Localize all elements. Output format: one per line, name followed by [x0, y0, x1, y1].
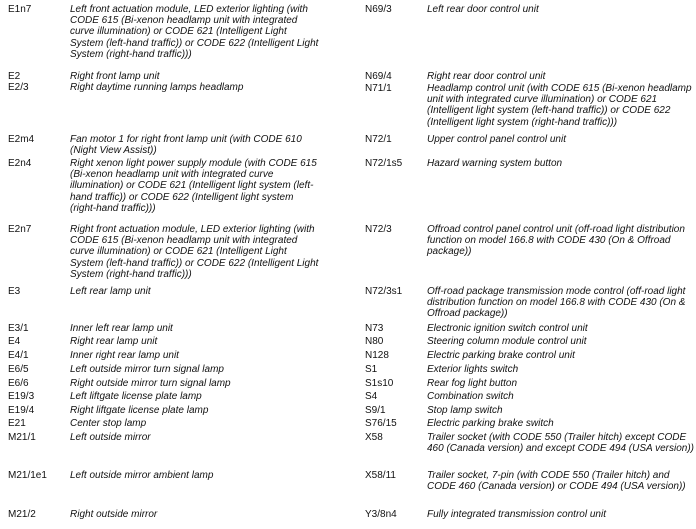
component-code: N72/1: [365, 134, 392, 145]
component-code: N69/4: [365, 71, 392, 82]
component-code: E19/3: [8, 391, 35, 402]
component-description: Left rear lamp unit: [70, 286, 151, 297]
component-description: Right daytime running lamps headlamp: [70, 82, 244, 93]
component-code: N71/1: [365, 83, 392, 94]
component-code: E2n4: [8, 158, 32, 169]
component-description: Right front lamp unit: [70, 71, 160, 82]
component-code: E1n7: [8, 4, 32, 15]
component-code: N72/1s5: [365, 158, 403, 169]
component-description: Offroad control panel control unit (off-road light distribution function on model 166.8 with CODE 430 (On & Offroad package)): [427, 224, 685, 258]
component-code: E6/6: [8, 378, 29, 389]
component-code: M21/1: [8, 432, 36, 443]
component-description: Trailer socket, 7-pin (with CODE 550 (Trailer hitch) and CODE 460 (Canada version) or CODE 494 (USA version)): [427, 470, 686, 493]
component-description: Left front actuation module, LED exterior lighting (with CODE 615 (Bi-xenon headlamp unit with integrated curve illumination) or CODE 621 (Intelligent Light System (left-hand traffic)) or CODE 622 (Intelligent Light System (right-hand traffic))): [70, 4, 319, 60]
component-code: E4: [8, 336, 21, 347]
component-code: E2/3: [8, 82, 29, 93]
component-description: Left outside mirror ambient lamp: [70, 470, 214, 481]
component-description: Center stop lamp: [70, 418, 147, 429]
component-description: Left outside mirror: [70, 432, 151, 443]
component-code: M21/1e1: [8, 470, 47, 481]
component-description: Fully integrated transmission control unit: [427, 509, 606, 520]
component-code: M21/2: [8, 509, 36, 520]
component-code: E2n7: [8, 224, 32, 235]
component-code: E2: [8, 71, 21, 82]
component-code: S76/15: [365, 418, 397, 429]
component-description: Right rear door control unit: [427, 71, 546, 82]
component-code: E3/1: [8, 323, 29, 334]
component-description: Combination switch: [427, 391, 514, 402]
component-description: Left rear door control unit: [427, 4, 539, 15]
component-description: Steering column module control unit: [427, 336, 587, 347]
component-description: Right front actuation module, LED exterior lighting (with CODE 615 (Bi-xenon headlamp unit with integrated curve illumination) or CODE 621 (Intelligent Light System (left-hand traffic)) or CODE 622 (Intelligent Light System (right-hand traffic))): [70, 224, 319, 280]
component-code: E2m4: [8, 134, 35, 145]
component-description: Right rear lamp unit: [70, 336, 158, 347]
component-code: E3: [8, 286, 21, 297]
component-description: Right xenon light power supply module (with CODE 615 (Bi-xenon headlamp unit with integrated curve illumination) or CODE 621 (Intelligent light system (left-hand traffic)) or CODE 622 (Intelligent light system (right-hand traffic))): [70, 158, 317, 214]
component-description: Headlamp control unit (with CODE 615 (Bi-xenon headlamp unit with integrated curve illumination) or CODE 621 (Intelligent light system (left-hand traffic)) or CODE 622 (Intelligent light system (right-hand traffic))): [427, 83, 692, 128]
component-code: X58/11: [365, 470, 396, 481]
component-description: Rear fog light button: [427, 378, 518, 389]
component-description: Hazard warning system button: [427, 158, 563, 169]
component-code: E19/4: [8, 405, 35, 416]
component-description: Right outside mirror turn signal lamp: [70, 378, 231, 389]
component-code: X58: [365, 432, 383, 443]
component-description: Inner right rear lamp unit: [70, 350, 179, 361]
component-code: S1s10: [365, 378, 394, 389]
component-description: Exterior lights switch: [427, 364, 519, 375]
component-description: Right liftgate license plate lamp: [70, 405, 209, 416]
component-description: Electronic ignition switch control unit: [427, 323, 588, 334]
component-code: S9/1: [365, 405, 386, 416]
component-description: Trailer socket (with CODE 550 (Trailer hitch) except CODE 460 (Canada version) and except CODE 494 (USA version)): [427, 432, 694, 455]
component-description: Left liftgate license plate lamp: [70, 391, 202, 402]
component-description: Electric parking brake switch: [427, 418, 554, 429]
component-description: Off-road package transmission mode control (off-road light distribution function on model 166.8 with CODE 430 (On & Offroad package)): [427, 286, 686, 320]
component-code: N80: [365, 336, 384, 347]
component-code: N128: [365, 350, 389, 361]
component-code: E21: [8, 418, 26, 429]
component-description: Left outside mirror turn signal lamp: [70, 364, 224, 375]
component-description: Stop lamp switch: [427, 405, 503, 416]
component-code: N73: [365, 323, 384, 334]
component-description: Inner left rear lamp unit: [70, 323, 173, 334]
component-code: S4: [365, 391, 378, 402]
component-description: Right outside mirror: [70, 509, 158, 520]
component-code: N69/3: [365, 4, 392, 15]
component-code: E6/5: [8, 364, 29, 375]
component-code: N72/3s1: [365, 286, 403, 297]
component-description: Electric parking brake control unit: [427, 350, 575, 361]
component-code: S1: [365, 364, 378, 375]
component-code: N72/3: [365, 224, 392, 235]
component-description: Fan motor 1 for right front lamp unit (with CODE 610 (Night View Assist)): [70, 134, 302, 157]
component-code: E4/1: [8, 350, 29, 361]
component-code: Y3/8n4: [365, 509, 397, 520]
component-description: Upper control panel control unit: [427, 134, 566, 145]
